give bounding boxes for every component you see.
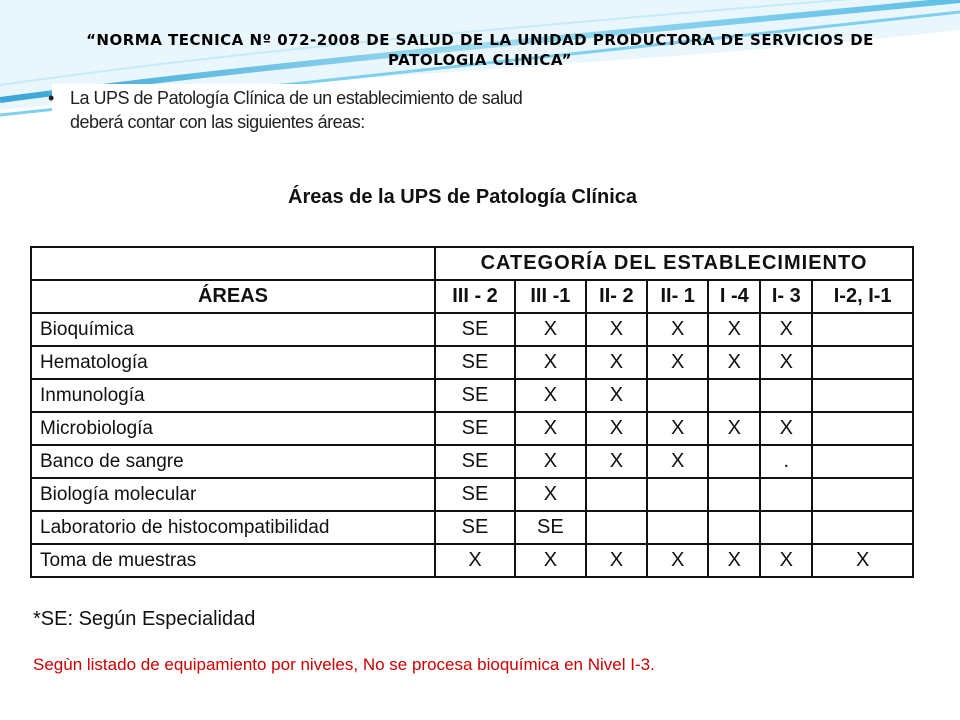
table-cell: X (586, 445, 647, 478)
level-header: I-2, I-1 (812, 280, 913, 313)
table-cell: X (708, 346, 760, 379)
table-cell (812, 445, 913, 478)
table-cell (760, 511, 812, 544)
blank-header-cell (31, 247, 435, 280)
table-cell: SE (435, 511, 515, 544)
table-cell (812, 346, 913, 379)
table-cell (708, 511, 760, 544)
table-cell (812, 412, 913, 445)
table-row (31, 313, 913, 346)
table-cell: SE (515, 511, 586, 544)
table-cell: X (647, 445, 708, 478)
table-cell: SE (435, 412, 515, 445)
level-header: II- 2 (586, 280, 647, 313)
table-row (31, 511, 913, 544)
table-cell: X (708, 544, 760, 577)
table-row (31, 445, 913, 478)
levels-row (31, 280, 913, 313)
table-cell: X (708, 313, 760, 346)
table-row (31, 478, 913, 511)
areas-table (30, 246, 914, 578)
areas-header: ÁREAS (31, 280, 435, 313)
table-row (31, 379, 913, 412)
table-cell: X (760, 346, 812, 379)
table-cell: X (647, 544, 708, 577)
table-cell: X (586, 346, 647, 379)
table-row (31, 412, 913, 445)
area-name: Microbiología (31, 412, 435, 445)
table-cell: X (515, 478, 586, 511)
table-row (31, 346, 913, 379)
table-cell: X (647, 346, 708, 379)
table-cell (760, 379, 812, 412)
table-cell (586, 511, 647, 544)
table-cell (812, 379, 913, 412)
table-cell (647, 478, 708, 511)
slide-title: “NORMA TECNICA Nº 072-2008 DE SALUD DE LA UNIDAD PRODUCTORA DE SERVICIOS DE PATOLOGIA CLINICA” (86, 31, 874, 69)
area-name: Inmunología (31, 379, 435, 412)
table-cell: SE (435, 313, 515, 346)
table-cell (708, 445, 760, 478)
table-cell: SE (435, 445, 515, 478)
category-header: CATEGORÍA DEL ESTABLECIMIENTO (435, 247, 913, 280)
table-cell: X (515, 412, 586, 445)
table-cell (647, 379, 708, 412)
table-cell (812, 511, 913, 544)
table-cell: X (515, 346, 586, 379)
table-cell (812, 478, 913, 511)
intro-bullet: • (48, 88, 54, 108)
table-cell: SE (435, 379, 515, 412)
table-title: Áreas de la UPS de Patología Clínica (288, 186, 638, 208)
table-cell: X (586, 379, 647, 412)
table-cell: X (760, 412, 812, 445)
footnote: *SE: Según Especialidad (33, 608, 256, 630)
level-header: III -1 (515, 280, 586, 313)
table-cell: SE (435, 346, 515, 379)
table-cell: X (586, 313, 647, 346)
intro-text (48, 86, 550, 134)
table-cell (708, 478, 760, 511)
area-name: Banco de sangre (31, 445, 435, 478)
area-name: Toma de muestras (31, 544, 435, 577)
table-cell: X (586, 412, 647, 445)
equipment-note: Segùn listado de equipamiento por niveles, No se procesa bioquímica en Nivel I-3. (33, 655, 655, 674)
table-cell: X (812, 544, 913, 577)
table-row (31, 544, 913, 577)
table-cell: X (647, 412, 708, 445)
table-cell: X (708, 412, 760, 445)
table-cell (586, 478, 647, 511)
table-cell: X (647, 313, 708, 346)
table-cell: X (515, 544, 586, 577)
level-header: I -4 (708, 280, 760, 313)
table-cell (812, 313, 913, 346)
table-cell (647, 511, 708, 544)
table-cell: X (435, 544, 515, 577)
level-header: III - 2 (435, 280, 515, 313)
table-cell: X (515, 313, 586, 346)
table-cell: SE (435, 478, 515, 511)
intro-text-body: La UPS de Patología Clínica de un establecimiento de salud deberá contar con las siguientes áreas: (70, 88, 523, 132)
table-cell: X (760, 544, 812, 577)
area-name: Hematología (31, 346, 435, 379)
table-cell (708, 379, 760, 412)
table-cell: X (515, 445, 586, 478)
area-name: Bioquímica (31, 313, 435, 346)
level-header: I- 3 (760, 280, 812, 313)
area-name: Biología molecular (31, 478, 435, 511)
table-cell (760, 478, 812, 511)
area-name: Laboratorio de histocompatibilidad (31, 511, 435, 544)
category-row (31, 247, 913, 280)
level-header: II- 1 (647, 280, 708, 313)
table-cell: X (586, 544, 647, 577)
table-cell: X (760, 313, 812, 346)
table-cell: X (515, 379, 586, 412)
table-cell: . (760, 445, 812, 478)
